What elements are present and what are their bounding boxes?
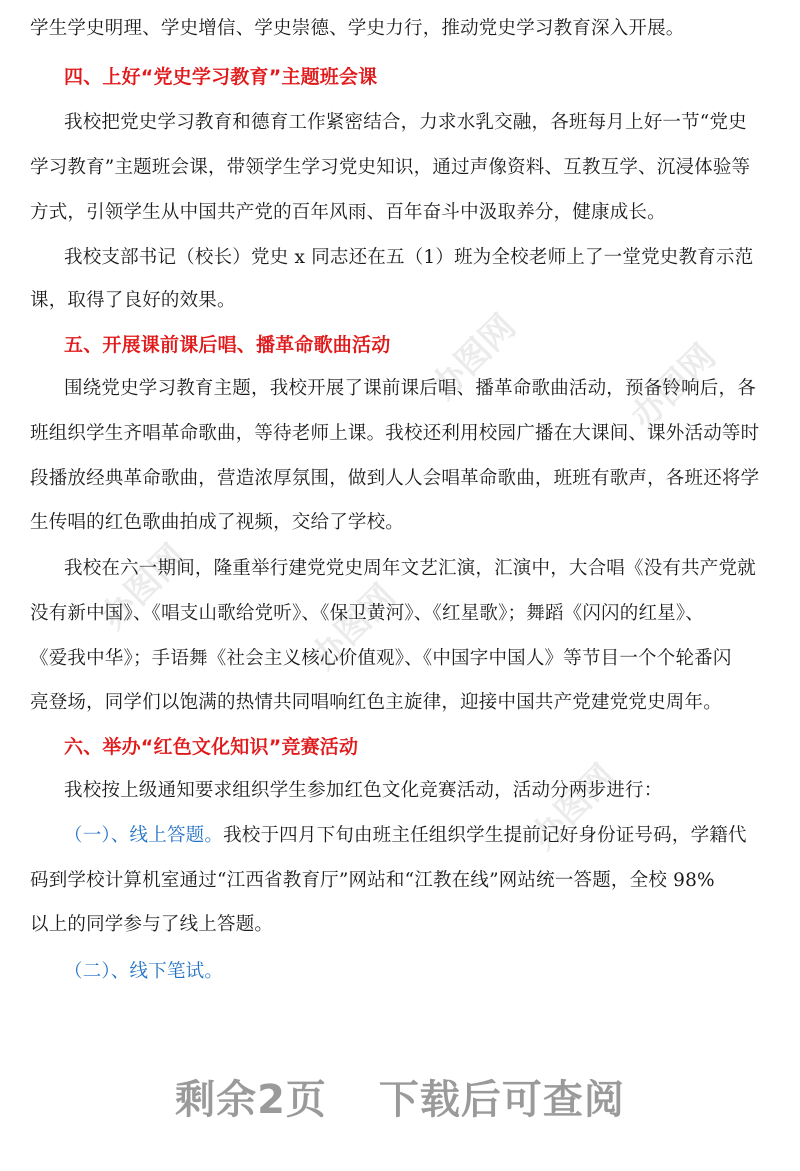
subheading-online-quiz: （一）、线上答题。 bbox=[64, 825, 224, 846]
watermark: 办图网 bbox=[93, 536, 194, 638]
paragraph-line: 《爱我中华》；手语舞《社会主义核心价值观》、《中国字中国人》等节目一个个轮番闪 bbox=[30, 648, 732, 669]
paragraph-line: 以上的同学参与了线上答题。 bbox=[30, 914, 274, 935]
paragraph-line: 生传唱的红色歌曲拍成了视频，交给了学校。 bbox=[30, 512, 405, 533]
paragraph-text: 我校于四月下旬由班主任组织学生提前记好身份证号码，学籍代 bbox=[223, 825, 747, 846]
section-heading-4: 四、上好“党史学习教育”主题班会课 bbox=[64, 66, 378, 88]
paragraph-line: 课，取得了良好的效果。 bbox=[30, 290, 236, 311]
section-heading-5: 五、开展课前课后唱、播革命歌曲活动 bbox=[64, 334, 391, 356]
section-heading-6: 六、举办“红色文化知识”竞赛活动 bbox=[64, 736, 359, 758]
paragraph-line: 我校在六一期间，隆重举行建党党史周年文艺汇演，汇演中，大合唱《没有共产党就 bbox=[64, 558, 756, 579]
paragraph-line bbox=[64, 825, 747, 847]
paragraph-line: 我校支部书记（校长）党史 x 同志还在五（1）班为全校老师上了一堂党史教育示范 bbox=[64, 247, 754, 268]
paragraph-line: 我校把党史学习教育和德育工作紧密结合，力求水乳交融，各班每月上好一节“党史 bbox=[64, 112, 747, 133]
paragraph-line: 学生学史明理、学史增信、学史崇德、学史力行，推动党史学习教育深入开展。 bbox=[30, 18, 685, 39]
remaining-pages-text: 剩余2页 bbox=[175, 1077, 327, 1123]
paragraph-line: 学习教育”主题班会课，带领学生学习党史知识，通过声像资料、互教互学、沉浸体验等 bbox=[30, 157, 751, 178]
subheading-offline-exam: （二）、线下笔试。 bbox=[64, 961, 224, 982]
paragraph-line: 没有新中国》、《唱支山歌给党听》、《保卫黄河》、《红星歌》；舞蹈《闪闪的红星》、 bbox=[30, 603, 705, 624]
remaining-pages-banner[interactable] bbox=[0, 1068, 800, 1125]
paragraph-line: 我校按上级通知要求组织学生参加红色文化竞赛活动，活动分两步进行： bbox=[64, 780, 663, 801]
paragraph-line: 方式，引领学生从中国共产党的百年风雨、百年奋斗中汲取养分，健康成长。 bbox=[30, 202, 666, 223]
watermark: 办图网 bbox=[303, 576, 404, 678]
watermark: 办图网 bbox=[523, 756, 624, 858]
watermark: 办图网 bbox=[623, 336, 724, 438]
watermark: 办图网 bbox=[423, 306, 524, 408]
paragraph-line: 段播放经典革命歌曲，营造浓厚氛围，做到人人会唱革命歌曲，班班有歌声，各班还将学 bbox=[30, 468, 760, 489]
paragraph-line: 亮登场，同学们以饱满的热情共同唱响红色主旋律，迎接中国共产党建党党史周年。 bbox=[30, 692, 722, 713]
paragraph-line: 围绕党史学习教育主题，我校开展了课前课后唱、播革命歌曲活动，预备铃响后，各 bbox=[64, 378, 756, 399]
paragraph-line: 码到学校计算机室通过“江西省教育厅”网站和“江教在线”网站统一答题，全校 98% bbox=[30, 870, 715, 891]
paragraph-line: 班组织学生齐唱革命歌曲，等待老师上课。我校还利用校园广播在大课间、课外活动等时 bbox=[30, 423, 760, 444]
download-to-view-text: 下载后可查阅 bbox=[378, 1077, 625, 1123]
